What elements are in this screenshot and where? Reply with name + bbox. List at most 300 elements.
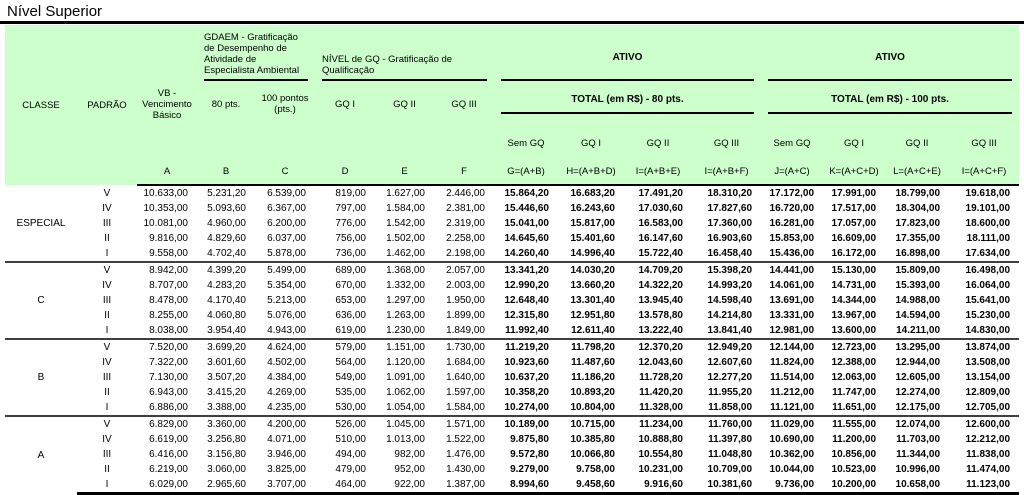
formula-col-h: H=(A+B+D) — [558, 159, 624, 185]
salary-table — [5, 25, 1019, 495]
value-cell: 11.121,00 — [770, 402, 815, 413]
value-cell: 12.607,60 — [707, 357, 753, 368]
value-cell: 7.520,00 — [137, 339, 197, 355]
value-cell: 16.147,60 — [638, 233, 683, 244]
value-cell: 16.172,00 — [831, 248, 877, 259]
value-cell: 10.044,00 — [769, 464, 815, 475]
value-cell: 15.230,00 — [965, 310, 1011, 321]
value-cell: 1.054,00 — [386, 402, 425, 413]
value-cell: 1.387,00 — [434, 477, 494, 494]
value-cell: 670,00 — [335, 280, 366, 291]
value-cell: 12.949,20 — [692, 339, 761, 355]
value-cell: 12.388,00 — [831, 357, 877, 368]
value-cell: 16.064,00 — [965, 280, 1011, 291]
formula-col-d: D — [315, 159, 375, 185]
group-header-gq — [315, 25, 494, 81]
value-cell: 15.401,60 — [570, 233, 615, 244]
value-cell: 11.798,20 — [558, 339, 624, 355]
value-cell: 11.992,40 — [505, 325, 549, 336]
value-cell: 17.634,00 — [965, 248, 1011, 259]
value-cell: 1.062,00 — [386, 387, 425, 398]
value-cell: 15.864,20 — [504, 188, 549, 199]
value-cell: 689,00 — [315, 262, 375, 278]
padrao-cell: IV — [102, 357, 112, 368]
value-cell: 11.555,00 — [823, 416, 885, 432]
value-cell: 10.231,00 — [638, 464, 683, 475]
group-header-ativo-100 — [761, 25, 1019, 81]
table-row — [5, 293, 1019, 308]
value-cell: 12.723,00 — [823, 339, 885, 355]
col-header-80pts: 80 pts. — [197, 81, 255, 127]
padrao-cell: II — [104, 233, 110, 244]
value-cell: 11.728,20 — [639, 372, 683, 383]
value-cell: 17.172,00 — [769, 188, 815, 199]
padrao-cell: II — [104, 464, 110, 475]
value-cell: 3.954,40 — [207, 325, 246, 336]
value-cell: 13.222,40 — [638, 325, 683, 336]
value-cell: 17.491,20 — [638, 188, 683, 199]
table-row — [5, 477, 1019, 494]
value-cell: 1.542,00 — [386, 218, 425, 229]
value-cell: 15.398,20 — [692, 262, 761, 278]
value-cell: 15.393,00 — [895, 280, 941, 291]
value-cell: 15.446,60 — [504, 203, 549, 214]
value-cell: 10.709,00 — [707, 464, 753, 475]
value-cell: 2.446,00 — [446, 188, 485, 199]
value-cell: 18.799,00 — [895, 188, 941, 199]
value-cell: 530,00 — [335, 402, 366, 413]
value-cell: 10.658,00 — [885, 477, 949, 494]
value-cell: 10.066,80 — [570, 449, 615, 460]
value-cell: 1.584,00 — [446, 402, 485, 413]
value-cell: 11.838,00 — [966, 449, 1011, 460]
value-cell: 12.605,00 — [895, 372, 941, 383]
value-cell: 1.151,00 — [375, 339, 434, 355]
header-spacer — [197, 127, 255, 159]
group-header-total-80 — [494, 81, 761, 127]
value-cell: 10.923,60 — [504, 357, 549, 368]
value-cell: 1.950,00 — [446, 295, 485, 306]
value-cell: 9.279,00 — [510, 464, 549, 475]
value-cell: 1.230,00 — [386, 325, 425, 336]
value-cell: 14.322,20 — [638, 280, 683, 291]
formula-col-b: B — [197, 159, 255, 185]
value-cell: 13.600,00 — [831, 325, 877, 336]
formula-col-i1: I=(A+B+E) — [624, 159, 692, 185]
value-cell: 4.283,20 — [207, 280, 246, 291]
value-cell: 1.640,00 — [446, 372, 485, 383]
value-cell: 14.441,00 — [761, 262, 823, 278]
sub-header-100-gq1: GQ I — [823, 127, 885, 159]
value-cell: 11.397,80 — [708, 434, 753, 445]
padrao-cell: I — [105, 325, 109, 336]
value-cell: 14.030,20 — [558, 262, 624, 278]
value-cell: 5.354,00 — [267, 280, 306, 291]
value-cell: 11.514,00 — [770, 372, 815, 383]
formula-col-g: G=(A+B) — [494, 159, 558, 185]
value-cell: 12.990,20 — [504, 280, 549, 291]
value-cell: 2.319,00 — [446, 218, 485, 229]
header-spacer — [137, 25, 197, 81]
value-cell: 4.399,20 — [197, 262, 255, 278]
value-cell: 6.829,00 — [137, 416, 197, 432]
value-cell: 4.071,00 — [267, 434, 306, 445]
col-header-gq3: GQ III — [434, 81, 494, 127]
value-cell: 16.720,00 — [769, 203, 815, 214]
value-cell: 10.200,00 — [823, 477, 885, 494]
classe-cell: ESPECIAL — [16, 217, 66, 229]
padrao-cell: III — [102, 372, 112, 383]
value-cell: 13.301,40 — [570, 295, 615, 306]
table-row — [5, 462, 1019, 477]
value-cell: 10.081,00 — [143, 218, 188, 229]
value-cell: 1.430,00 — [446, 464, 485, 475]
value-cell: 18.310,20 — [707, 188, 753, 199]
table-row — [5, 278, 1019, 293]
value-cell: 797,00 — [335, 203, 366, 214]
value-cell: 13.508,00 — [965, 357, 1011, 368]
padrao-cell: V — [103, 187, 111, 199]
value-cell: 13.578,80 — [638, 310, 683, 321]
value-cell: 11.487,60 — [571, 357, 615, 368]
value-cell: 12.277,20 — [707, 372, 753, 383]
value-cell: 6.943,00 — [149, 387, 188, 398]
value-cell: 19.618,00 — [965, 188, 1011, 199]
value-cell: 9.736,00 — [761, 477, 823, 494]
value-cell: 10.358,20 — [504, 387, 549, 398]
value-cell: 11.651,00 — [832, 402, 877, 413]
value-cell: 15.041,00 — [504, 218, 549, 229]
value-cell: 5.231,20 — [207, 188, 246, 199]
value-cell: 19.101,00 — [965, 203, 1011, 214]
header-spacer — [434, 127, 494, 159]
table-row — [5, 400, 1019, 416]
value-cell: 1.263,00 — [386, 310, 425, 321]
value-cell: 14.709,20 — [624, 262, 692, 278]
value-cell: 6.886,00 — [149, 402, 188, 413]
value-cell: 2.965,60 — [197, 477, 255, 494]
value-cell: 14.988,00 — [895, 295, 941, 306]
value-cell: 12.705,00 — [965, 402, 1011, 413]
value-cell: 3.946,00 — [267, 449, 306, 460]
value-cell: 1.684,00 — [446, 357, 485, 368]
value-cell: 526,00 — [315, 416, 375, 432]
formula-col-k: K=(A+C+D) — [823, 159, 885, 185]
value-cell: 2.258,00 — [446, 233, 485, 244]
value-cell: 535,00 — [335, 387, 366, 398]
value-cell: 10.804,00 — [570, 402, 615, 413]
value-cell: 12.212,00 — [965, 434, 1011, 445]
value-cell: 494,00 — [335, 449, 366, 460]
value-cell: 3.388,00 — [207, 402, 246, 413]
value-cell: 4.624,00 — [255, 339, 315, 355]
value-cell: 12.981,00 — [769, 325, 815, 336]
value-cell: 12.648,40 — [504, 295, 549, 306]
value-cell: 14.260,40 — [504, 248, 549, 259]
group-header-gq-label: NÍVEL de GQ - Gratificação de Qualificação — [322, 54, 487, 81]
value-cell: 14.996,40 — [570, 248, 615, 259]
value-cell: 11.344,00 — [896, 449, 941, 460]
table-row — [5, 308, 1019, 323]
value-cell: 13.691,00 — [769, 295, 815, 306]
value-cell: 1.584,00 — [386, 203, 425, 214]
formula-col-a: A — [137, 159, 197, 185]
value-cell: 10.888,80 — [638, 434, 683, 445]
value-cell: 6.200,00 — [267, 218, 306, 229]
value-cell: 12.600,00 — [949, 416, 1019, 432]
value-cell: 17.030,60 — [638, 203, 683, 214]
value-cell: 16.458,40 — [707, 248, 753, 259]
value-cell: 7.322,00 — [149, 357, 188, 368]
value-cell: 5.213,00 — [267, 295, 306, 306]
value-cell: 736,00 — [335, 248, 366, 259]
col-header-padrao: PADRÃO — [77, 25, 137, 185]
value-cell: 9.875,80 — [510, 434, 549, 445]
value-cell: 9.916,60 — [624, 477, 692, 494]
table-row — [5, 355, 1019, 370]
value-cell: 7.130,00 — [149, 372, 188, 383]
value-cell: 14.344,00 — [831, 295, 877, 306]
table-row — [5, 416, 1019, 432]
value-cell: 464,00 — [315, 477, 375, 494]
value-cell: 15.722,40 — [638, 248, 683, 259]
value-cell: 11.200,00 — [832, 434, 877, 445]
value-cell: 579,00 — [315, 339, 375, 355]
value-cell: 6.539,00 — [267, 188, 306, 199]
value-cell: 11.219,20 — [494, 339, 558, 355]
value-cell: 11.048,80 — [708, 449, 753, 460]
value-cell: 16.498,00 — [949, 262, 1019, 278]
value-cell: 952,00 — [394, 464, 425, 475]
value-cell: 9.758,00 — [576, 464, 615, 475]
value-cell: 1.849,00 — [446, 325, 485, 336]
header-spacer — [255, 127, 315, 159]
value-cell: 11.858,00 — [708, 402, 753, 413]
value-cell: 3.699,20 — [197, 339, 255, 355]
padrao-cell: III — [102, 295, 112, 306]
value-cell: 12.315,80 — [504, 310, 549, 321]
formula-col-i3: I=(A+C+F) — [949, 159, 1019, 185]
value-cell: 9.572,80 — [510, 449, 549, 460]
value-cell: 5.878,00 — [267, 248, 306, 259]
value-cell: 14.993,20 — [707, 280, 753, 291]
value-cell: 15.853,00 — [769, 233, 815, 244]
value-cell: 3.360,00 — [197, 416, 255, 432]
value-cell: 10.274,00 — [504, 402, 549, 413]
value-cell: 15.809,00 — [885, 262, 949, 278]
value-cell: 11.328,00 — [639, 402, 683, 413]
padrao-cell: II — [104, 387, 110, 398]
formula-col-l: L=(A+C+E) — [885, 159, 949, 185]
value-cell: 3.825,00 — [267, 464, 306, 475]
value-cell: 10.690,00 — [769, 434, 815, 445]
value-cell: 3.601,60 — [207, 357, 246, 368]
table-row — [5, 231, 1019, 246]
group-header-total-100-label: TOTAL (em R$) - 100 pts. — [768, 94, 1012, 114]
table-row — [5, 339, 1019, 355]
value-cell: 4.943,00 — [267, 325, 306, 336]
value-cell: 14.061,00 — [769, 280, 815, 291]
group-header-total-100 — [761, 81, 1019, 127]
value-cell: 17.827,60 — [707, 203, 753, 214]
value-cell: 11.234,00 — [624, 416, 692, 432]
value-cell: 819,00 — [335, 188, 366, 199]
table-row — [5, 216, 1019, 231]
table-row — [5, 432, 1019, 447]
value-cell: 14.598,40 — [707, 295, 753, 306]
sub-header-80-gq1: GQ I — [558, 127, 624, 159]
group-header-ativo-80 — [494, 25, 761, 81]
value-cell: 3.156,80 — [207, 449, 246, 460]
classe-cell: B — [5, 339, 77, 416]
value-cell: 12.175,00 — [895, 402, 941, 413]
value-cell: 14.594,00 — [895, 310, 941, 321]
value-cell: 12.274,00 — [895, 387, 941, 398]
value-cell: 12.951,80 — [570, 310, 615, 321]
value-cell: 6.037,00 — [267, 233, 306, 244]
padrao-cell: II — [104, 310, 110, 321]
value-cell: 12.144,00 — [761, 339, 823, 355]
value-cell: 564,00 — [335, 357, 366, 368]
value-cell: 2.057,00 — [434, 262, 494, 278]
value-cell: 13.841,40 — [707, 325, 753, 336]
value-cell: 11.420,20 — [639, 387, 683, 398]
value-cell: 1.730,00 — [434, 339, 494, 355]
value-cell: 6.029,00 — [137, 477, 197, 494]
value-cell: 13.967,00 — [831, 310, 877, 321]
value-cell: 12.809,00 — [965, 387, 1011, 398]
formula-col-f: F — [434, 159, 494, 185]
padrao-cell: IV — [102, 203, 112, 214]
value-cell: 10.362,00 — [769, 449, 815, 460]
header-spacer — [375, 127, 434, 159]
value-cell: 4.200,00 — [255, 416, 315, 432]
value-cell: 10.893,20 — [570, 387, 615, 398]
value-cell: 16.898,00 — [895, 248, 941, 259]
value-cell: 16.609,00 — [831, 233, 877, 244]
value-cell: 1.045,00 — [375, 416, 434, 432]
value-cell: 16.583,00 — [638, 218, 683, 229]
value-cell: 13.341,20 — [494, 262, 558, 278]
value-cell: 4.502,00 — [267, 357, 306, 368]
value-cell: 2.198,00 — [446, 248, 485, 259]
value-cell: 12.043,60 — [638, 357, 683, 368]
padrao-cell: IV — [102, 280, 112, 291]
group-header-ativo-100-label: ATIVO — [768, 52, 1012, 81]
sub-header-80-gq3: GQ III — [692, 127, 761, 159]
value-cell: 6.219,00 — [149, 464, 188, 475]
value-cell: 13.331,00 — [769, 310, 815, 321]
value-cell: 13.154,00 — [965, 372, 1011, 383]
value-cell: 776,00 — [335, 218, 366, 229]
value-cell: 1.899,00 — [446, 310, 485, 321]
sub-header-80-gq2: GQ II — [624, 127, 692, 159]
value-cell: 1.297,00 — [386, 295, 425, 306]
value-cell: 11.747,00 — [832, 387, 877, 398]
value-cell: 1.462,00 — [386, 248, 425, 259]
table-row — [5, 262, 1019, 278]
table-row — [5, 185, 1019, 201]
padrao-cell: III — [102, 449, 112, 460]
value-cell: 1.627,00 — [386, 188, 425, 199]
group-header-gdaem-label: GDAEM - Gratificação de Desempenho de Atividade de Especialista Ambiental — [204, 32, 308, 81]
value-cell: 17.360,00 — [707, 218, 753, 229]
value-cell: 10.996,00 — [895, 464, 941, 475]
value-cell: 17.057,00 — [831, 218, 877, 229]
value-cell: 17.823,00 — [895, 218, 941, 229]
value-cell: 6.367,00 — [267, 203, 306, 214]
value-cell: 756,00 — [335, 233, 366, 244]
value-cell: 16.243,60 — [570, 203, 615, 214]
sub-header-100-gq2: GQ II — [885, 127, 949, 159]
value-cell: 5.076,00 — [267, 310, 306, 321]
value-cell: 1.368,00 — [375, 262, 434, 278]
page-title: Nível Superior — [0, 0, 1024, 24]
value-cell: 14.830,00 — [965, 325, 1011, 336]
value-cell: 17.991,00 — [831, 188, 877, 199]
value-cell: 15.817,00 — [570, 218, 615, 229]
padrao-cell: III — [102, 218, 112, 229]
padrao-cell: V — [77, 339, 137, 355]
value-cell: 6.416,00 — [149, 449, 188, 460]
value-cell: 2.381,00 — [446, 203, 485, 214]
value-cell: 10.715,00 — [558, 416, 624, 432]
value-cell: 479,00 — [335, 464, 366, 475]
table-row — [5, 447, 1019, 462]
value-cell: 10.189,00 — [494, 416, 558, 432]
value-cell: 3.256,80 — [207, 434, 246, 445]
value-cell: 6.619,00 — [149, 434, 188, 445]
value-cell: 4.960,00 — [207, 218, 246, 229]
value-cell: 15.641,00 — [965, 295, 1011, 306]
padrao-cell: V — [77, 416, 137, 432]
value-cell: 11.703,00 — [896, 434, 941, 445]
value-cell: 1.476,00 — [446, 449, 485, 460]
padrao-cell: V — [77, 262, 137, 278]
value-cell: 17.355,00 — [895, 233, 941, 244]
value-cell: 8.255,00 — [149, 310, 188, 321]
padrao-cell: I — [105, 402, 109, 413]
value-cell: 1.597,00 — [446, 387, 485, 398]
value-cell: 11.186,20 — [571, 372, 615, 383]
padrao-cell: IV — [102, 434, 112, 445]
classe-cell: A — [5, 416, 77, 494]
value-cell: 549,00 — [335, 372, 366, 383]
value-cell: 9.458,60 — [558, 477, 624, 494]
value-cell: 3.415,20 — [207, 387, 246, 398]
value-cell: 5.093,60 — [207, 203, 246, 214]
value-cell: 15.130,00 — [823, 262, 885, 278]
value-cell: 13.945,40 — [638, 295, 683, 306]
sub-header-80-semgq: Sem GQ — [494, 127, 558, 159]
value-cell: 4.235,00 — [267, 402, 306, 413]
value-cell: 11.029,00 — [761, 416, 823, 432]
value-cell: 10.523,00 — [831, 464, 877, 475]
value-cell: 14.214,80 — [707, 310, 753, 321]
value-cell: 8.942,00 — [137, 262, 197, 278]
table-body — [5, 185, 1019, 494]
value-cell: 1.571,00 — [434, 416, 494, 432]
value-cell: 619,00 — [335, 325, 366, 336]
table-row — [5, 370, 1019, 385]
table-header — [5, 25, 1019, 185]
value-cell: 12.074,00 — [885, 416, 949, 432]
formula-col-i2: I=(A+B+F) — [692, 159, 761, 185]
value-cell: 3.707,00 — [255, 477, 315, 494]
value-cell: 3.060,00 — [207, 464, 246, 475]
value-cell: 1.522,00 — [446, 434, 485, 445]
value-cell: 12.944,00 — [895, 357, 941, 368]
